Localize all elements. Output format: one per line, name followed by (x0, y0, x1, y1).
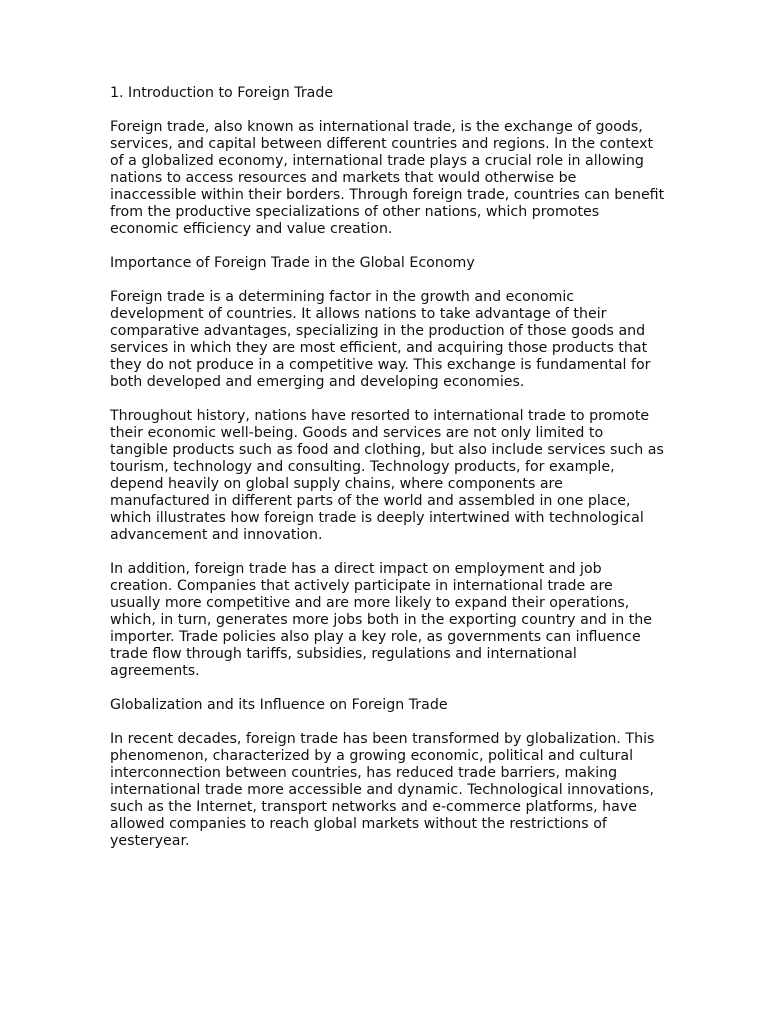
section-title-globalization: Globalization and its Influence on Foreign Trade (110, 697, 448, 713)
importance-paragraph: Foreign trade is a determining factor in the growth and economic development of countries. It allows nations to take advantage of their comparative advantages, specializing in the production of those goods and services in which they are most efficient, and acquiring those products that they do not produce in a competitive way. This exchange is fundamental for both developed and emerging and developing economies. (110, 289, 651, 390)
importance-paragraph: Throughout history, nations have resorted to international trade to promote their economic well-being. Goods and services are not only limited to tangible products such as food and clothing, but also include services such as tourism, technology and consulting. Technology products, for example, depend heavily on global supply chains, where components are manufactured in different parts of the world and assembled in one place, which illustrates how foreign trade is deeply intertwined with technological advancement and innovation. (110, 408, 664, 543)
document-page (110, 85, 665, 867)
globalization-paragraph: In recent decades, foreign trade has been transformed by globalization. This phenomenon, characterized by a growing economic, political and cultural interconnection between countries, has reduced trade barriers, making international trade more accessible and dynamic. Technological innovations, such as the Internet, transport networks and e-commerce platforms, have allowed companies to reach global markets without the restrictions of yesteryear. (110, 731, 655, 849)
document-heading: 1. Introduction to Foreign Trade (110, 85, 334, 101)
section-title-importance: Importance of Foreign Trade in the Global Economy (110, 255, 475, 271)
intro-paragraph: Foreign trade, also known as international trade, is the exchange of goods, services, and capital between different countries and regions. In the context of a globalized economy, international trade plays a crucial role in allowing nations to access resources and markets that would otherwise be inaccessible within their borders. Through foreign trade, countries can benefit from the productive specializations of other nations, which promotes economic efficiency and value creation. (110, 119, 665, 237)
importance-paragraph: In addition, foreign trade has a direct impact on employment and job creation. Companies that actively participate in international trade are usually more competitive and are more likely to expand their operations, which, in turn, generates more jobs both in the exporting country and in the importer. Trade policies also play a key role, as governments can influence trade flow through tariffs, subsidies, regulations and international agreements. (110, 561, 652, 679)
